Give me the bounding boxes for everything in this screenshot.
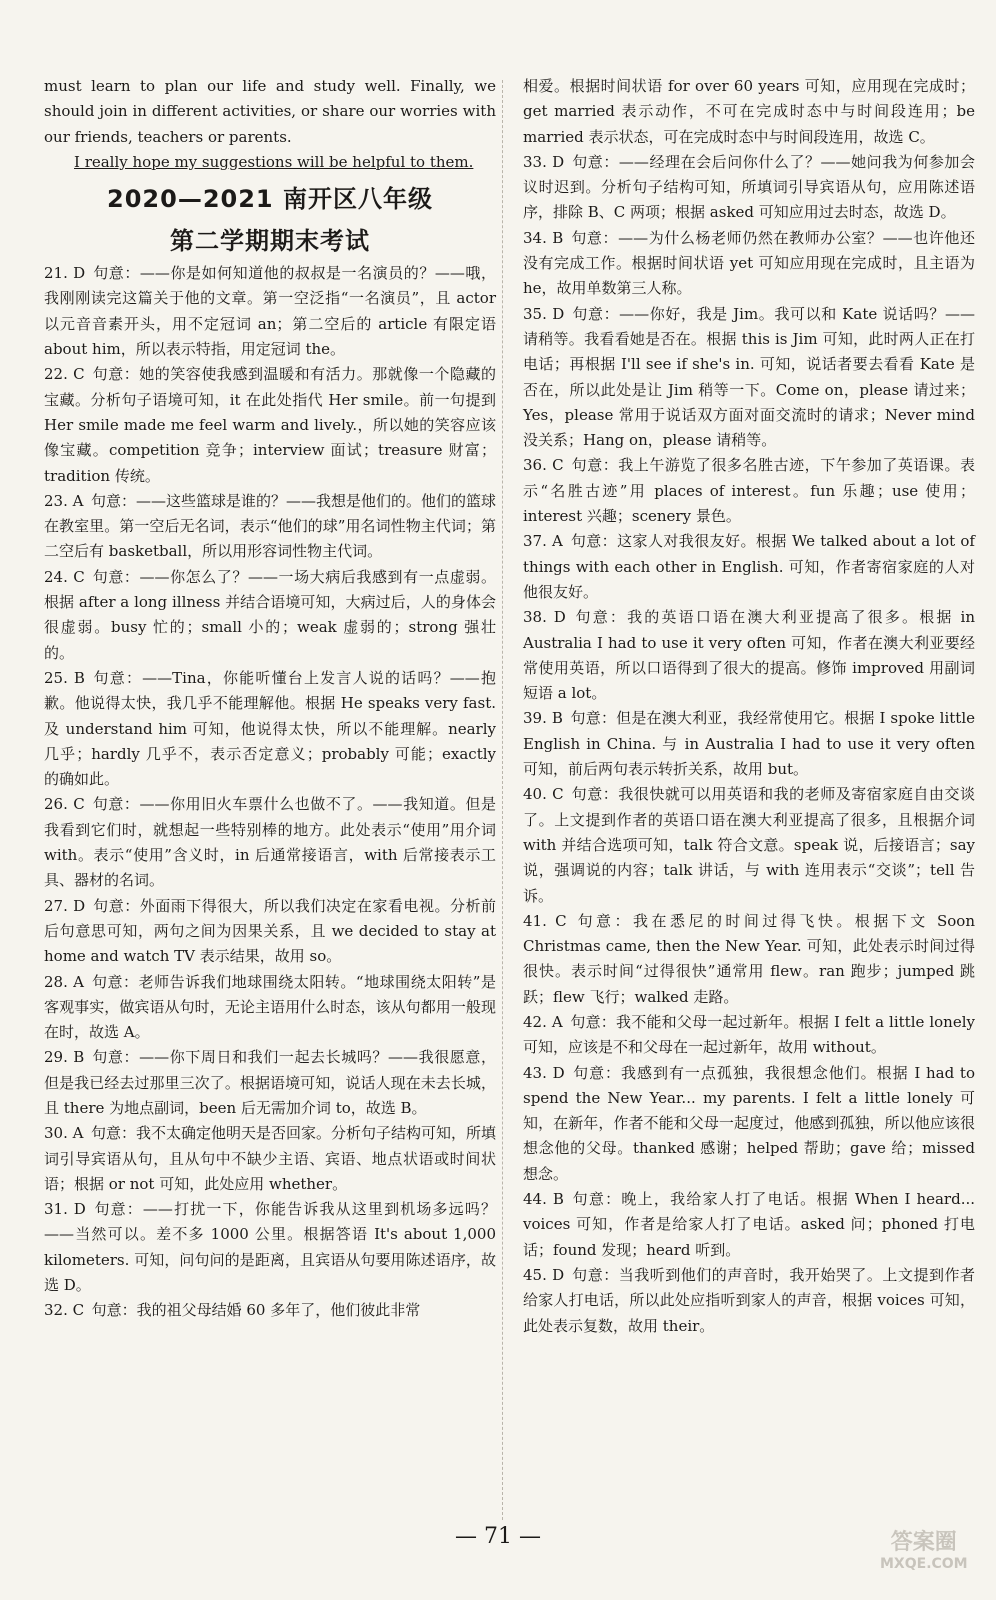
answer-number: 24. C <box>44 567 85 586</box>
answer-item <box>523 453 975 529</box>
answer-explanation: 句意：——这些篮球是谁的？——我想是他们的。他们的篮球在教室里。第一空后无名词，表示“他们的球”用名词性物主代词；第二空后有 basketball，所以用形容词性物主代词。 <box>44 491 496 561</box>
answer-explanation: 句意：我的英语口语在澳大利亚提高了很多。根据 in Australia I had to use it very often 可知，作者在澳大利亚要经常使用英语，所以口语得到了很大的提高。修饰 improved 用副词短语 a lot。 <box>523 608 975 703</box>
answer-item <box>523 1263 975 1339</box>
page-number: — 71 — <box>455 1524 541 1549</box>
answer-number: 25. B <box>44 668 85 687</box>
answer-item <box>44 1121 496 1197</box>
answer-number: 31. D <box>44 1200 86 1219</box>
answer-item <box>523 1061 975 1187</box>
section-title-line2: 第二学期期末考试 <box>170 227 370 256</box>
answer-number: 41. C <box>523 911 567 930</box>
answer-number: 44. B <box>523 1190 564 1209</box>
answer-explanation: 句意：——为什么杨老师仍然在教师办公室？——也许他还没有完成工作。根据时间状语 yet 可知应用现在完成时，且主语为 he，故用单数第三人称。 <box>523 228 975 298</box>
answer-item <box>44 1197 496 1298</box>
answer-number: 45. D <box>523 1265 565 1284</box>
answer-explanation: 句意：我很快就可以用英语和我的老师及寄宿家庭自由交谈了。上文提到作者的英语口语在澳大利亚提高了很多，且根据介词 with 并结合选项可知，talk 符合文意。speak 说，后接语言；say 说，强调说的内容；talk 讲话，与 with 连用表示“交谈”；tell 告诉。 <box>523 785 975 905</box>
answer-explanation: 句意：这家人对我很友好。根据 We talked about a lot of things with each other in English. 可知，作者寄宿家庭的人对他很友好。 <box>523 532 975 601</box>
answer-item <box>44 362 496 488</box>
answer-item <box>44 666 496 792</box>
answer-number: 40. C <box>523 785 564 804</box>
answer-item <box>523 909 975 1010</box>
answer-number: 26. C <box>44 795 85 814</box>
answer-explanation: 句意：我不能和父母一起过新年。根据 I felt a little lonely 可知，应该是不和父母在一起过新年，故用 without。 <box>523 1012 975 1057</box>
answer-item <box>44 1298 496 1323</box>
answer-number: 43. D <box>523 1063 565 1082</box>
watermark-text: 答案圈 <box>890 1530 957 1555</box>
intro-paragraph: must learn to plan our life and study well. Finally, we should join in different activities, or share our worries with our friends, teachers or parents. <box>44 77 496 146</box>
answer-item <box>44 792 496 893</box>
left-column <box>44 74 496 1324</box>
answer-explanation: 句意：——你是如何知道他的叔叔是一名演员的？——哦，我刚刚读完这篇关于他的文章。第一空泛指“一名演员”，且 actor 以元音音素开头，用不定冠词 an；第二空后的 article 有限定语 about him，所以表示特指，用定冠词 the。 <box>44 264 496 359</box>
answer-number: 38. D <box>523 608 566 627</box>
answer-number: 28. A <box>44 972 84 991</box>
answer-explanation: 句意：晚上，我给家人打了电话。根据 When I heard... voices 可知，作者是给家人打了电话。asked 问；phoned 打电话；found 发现；heard 听到。 <box>523 1190 976 1259</box>
answer-item <box>523 605 975 706</box>
answer-explanation: 句意：——经理在会后问你什么了？——她问我为何参加会议时迟到。分析句子结构可知，所填词引导宾语从句，应用陈述语序，排除 B、C 两项；根据 asked 可知应用过去时态，故选 D。 <box>523 152 975 222</box>
answer-explanation: 句意：——你下周日和我们一起去长城吗？——我很愿意，但是我已经去过那里三次了。根据语境可知，说话人现在未去长城，且 there 为地点副词，been 后无需加介词 to，故选 B。 <box>44 1048 496 1117</box>
answer-item <box>523 782 975 908</box>
answer-item <box>523 150 975 226</box>
answer-explanation: 句意：——Tina，你能听懂台上发言人说的话吗？——抱歉。他说得太快，我几乎不能理解他。根据 He speaks very fast. 及 understand him 可知，他说得太快，所以不能理解。nearly 几乎；hardly 几乎不，表示否定意义；probably 可能；exactly 的确如此。 <box>44 668 496 789</box>
watermark-url: MXQE.COM <box>880 1556 968 1572</box>
answer-explanation: 句意：她的笑容使我感到温暖和有活力。那就像一个隐藏的宝藏。分析句子语境可知，it 在此处指代 Her smile。前一句提到 Her smile made me feel warm and lively.，所以她的笑容应该像宝藏。competition 竞争；interview 面试；treasure 财富；tradition 传统。 <box>44 365 496 485</box>
answer-item <box>44 970 496 1046</box>
answer-explanation: 句意：——打扰一下，你能告诉我从这里到机场多远吗？——当然可以。差不多 1000 公里。根据答语 It's about 1,000 kilometers. 可知，问句问的是距离，且宾语从句要用陈述语序，故选 D。 <box>44 1200 496 1295</box>
column-divider <box>502 80 503 1520</box>
answer-number: 39. B <box>523 709 563 728</box>
left-answer-list <box>44 261 496 1323</box>
answer-number: 36. C <box>523 456 564 475</box>
answer-explanation: 相爱。根据时间状语 for over 60 years 可知，应用现在完成时；get married 表示动作，不可在完成时态中与时间段连用；be married 表示状态，可在完成时态中与时间段连用，故选 C。 <box>523 77 975 146</box>
answer-item <box>523 1010 975 1061</box>
section-title-line1: 2020—2021 南开区八年级 <box>107 185 433 214</box>
answer-explanation: 句意：我的祖父母结婚 60 多年了，他们彼此非常 <box>91 1301 421 1320</box>
answer-number: 32. C <box>44 1301 85 1320</box>
answer-number: 33. D <box>523 152 565 171</box>
answer-number: 37. A <box>523 532 563 551</box>
answer-explanation: 句意：——你用旧火车票什么也做不了。——我知道。但是我看到它们时，就想起一些特别棒的地方。此处表示“使用”用介词 with。表示“使用”含义时，in 后通常接语言，with 后常接表示工具、器材的名词。 <box>44 795 496 890</box>
answer-explanation: 句意：当我听到他们的声音时，我开始哭了。上文提到作者给家人打电话，所以此处应指听到家人的声音，根据 voices 可知，此处表示复数，故用 their。 <box>523 1265 975 1335</box>
answer-item <box>44 1045 496 1121</box>
closing-sentence: I really hope my suggestions will be helpful to them. <box>74 152 474 171</box>
answer-explanation: 句意：我感到有一点孤独，我很想念他们。根据 I had to spend the New Year... my parents. I felt a little lonely 可知，在新年，作者不能和父母一起度过，他感到孤独，所以他应该很想念他的父母。thanked 感谢；helped 帮助；gave 给；missed 想念。 <box>523 1063 975 1183</box>
answer-item <box>523 302 975 454</box>
answer-item <box>523 1187 975 1263</box>
right-column <box>523 74 975 1339</box>
answer-number: 21. D <box>44 264 86 283</box>
answer-explanation: 句意：——你好，我是 Jim。我可以和 Kate 说话吗？——请稍等。我看看她是否在。根据 this is Jim 可知，此时两人正在打电话；再根据 I'll see if she's in. 可知，说话者要去看看 Kate 是否在，所以此处是让 Jim 稍等一下。Come on，please 请过来；Yes，please 常用于说话双方面对面交流时的请求；Never mind 没关系；Hang on，please 请稍等。 <box>523 304 975 450</box>
answer-item <box>44 261 496 362</box>
answer-number: 23. A <box>44 491 84 510</box>
answer-item <box>523 226 975 302</box>
closing-paragraph <box>44 150 496 175</box>
answer-explanation: 句意：——你怎么了？——一场大病后我感到有一点虚弱。根据 after a long illness 并结合语境可知，大病过后，人的身体会很虚弱。busy 忙的；small 小的；weak 虚弱的；strong 强壮的。 <box>44 567 496 662</box>
answer-number: 34. B <box>523 228 564 247</box>
answer-item <box>523 74 975 150</box>
answer-explanation: 句意：外面雨下得很大，所以我们决定在家看电视。分析前后句意思可知，两句之间为因果关系，且 we decided to stay at home and watch TV 表示结果，故用 so。 <box>44 896 496 966</box>
answer-item <box>44 565 496 666</box>
answer-number: 35. D <box>523 304 565 323</box>
answer-item <box>523 529 975 605</box>
answer-number: 30. A <box>44 1124 84 1143</box>
answer-number: 22. C <box>44 365 85 384</box>
answer-number: 29. B <box>44 1048 85 1067</box>
answer-item <box>44 489 496 565</box>
answer-explanation: 句意：我在悉尼的时间过得飞快。根据下文 Soon Christmas came, then the New Year. 可知，此处表示时间过得很快。表示时间“过得很快”通常用 flew。ran 跑步；jumped 跳跃；flew 飞行；walked 走路。 <box>523 911 975 1006</box>
answer-number: 42. A <box>523 1012 563 1031</box>
answer-number: 27. D <box>44 896 86 915</box>
answer-item <box>44 894 496 970</box>
watermark-logo <box>880 1530 968 1572</box>
answer-explanation: 句意：老师告诉我们地球围绕太阳转。“地球围绕太阳转”是客观事实，做宾语从句时，无论主语用什么时态，该从句都用一般现在时，故选 A。 <box>44 972 496 1042</box>
answer-explanation: 句意：我上午游览了很多名胜古迹，下午参加了英语课。表示“名胜古迹”用 places of interest。fun 乐趣；use 使用；interest 兴趣；scenery 景色。 <box>523 456 975 526</box>
right-answer-list <box>523 74 975 1339</box>
answer-explanation: 句意：但是在澳大利亚，我经常使用它。根据 I spoke little English in China. 与 in Australia I had to use it very often 可知，前后两句表示转折关系，故用 but。 <box>523 709 975 779</box>
answer-explanation: 句意：我不太确定他明天是否回家。分析句子结构可知，所填词引导宾语从句，且从句中不缺少主语、宾语、地点状语或时间状语；根据 or not 可知，此处应用 whether。 <box>44 1124 496 1193</box>
answer-item <box>523 706 975 782</box>
